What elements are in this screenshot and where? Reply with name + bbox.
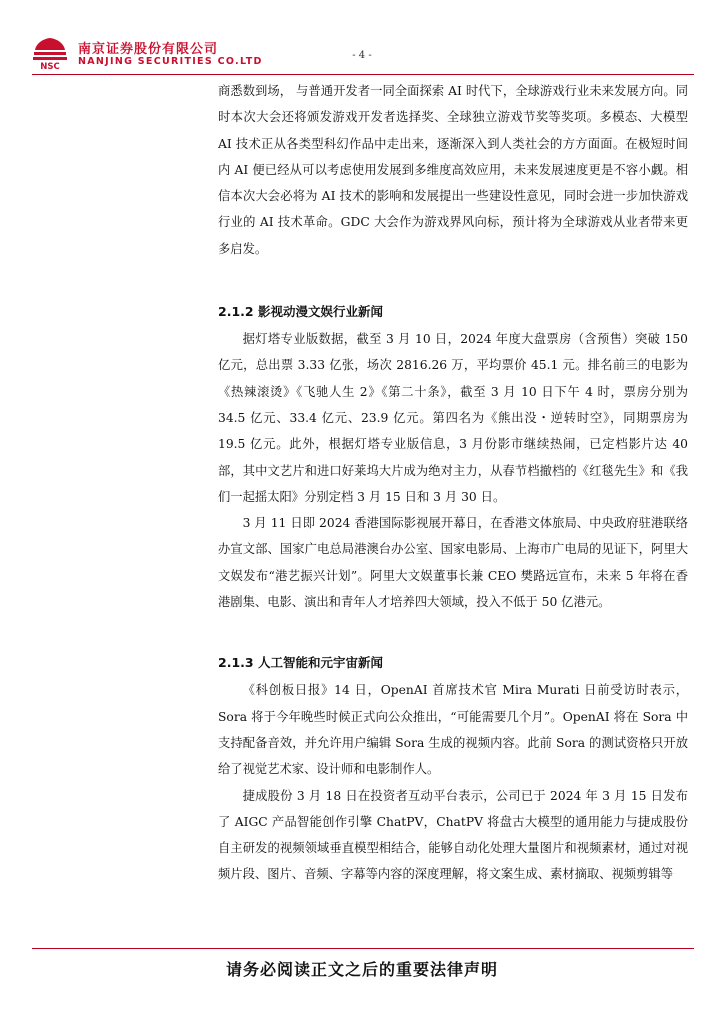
company-name-en: NANJING SECURITIES CO.LTD xyxy=(78,56,263,67)
paragraph-box-office: 据灯塔专业版数据，截至 3 月 10 日，2024 年度大盘票房（含预售）突破 150 亿元，总出票 3.33 亿张，场次 2816.26 万，平均票价 45.1 元。排名前三的电影为《热辣滚烫》《飞驰人生 2》《第二十条》，截至 3 月 10 日下午 4 时，票房分别为 34.5 亿元、33.4 亿元、23.9 亿元。第四名为《熊出没・逆转时空》，同期票房为 19.5 亿元。此外，根据灯塔专业版信息，3 月份影市继续热闹，已定档影片达 40 部，其中文艺片和进口好莱坞大片成为绝对主力，从春节档撤档的《红毯先生》和《我们一起摇太阳》分别定档 3 月 15 日和 3 月 30 日。 xyxy=(218,332,688,504)
paragraph-chatpv: 捷成股份 3 月 18 日在投资者互动平台表示，公司已于 2024 年 3 月 15 日发布了 AIGC 产品智能创作引擎 ChatPV，ChatPV 将盘古大模型的通用能力与捷成股份自主研发的视频领域垂直模型相结合，能够自动化处理大量图片和视频素材，通过对视频片段、图片、音频、字幕等内容的深度理解，将文案生成、素材摘取、视频剪辑等 xyxy=(218,788,688,882)
footer-divider xyxy=(32,948,694,949)
section-heading-2-1-2: 2.1.2 影视动漫文娱行业新闻 xyxy=(218,304,383,320)
section-heading-2-1-3: 2.1.3 人工智能和元宇宙新闻 xyxy=(218,655,383,671)
paragraph-hk-filmart: 3 月 11 日即 2024 香港国际影视展开幕日，在香港文体旅局、中央政府驻港联络办宣文部、国家广电总局港澳台办公室、国家电影局、上海市广电局的见证下，阿里大文娱发布“港艺振兴计划”。阿里大文娱董事长兼 CEO 樊路远宣布，未来 5 年将在香港剧集、电影、演出和青年人才培养四大领域，投入不低于 50 亿港元。 xyxy=(218,516,688,610)
svg-text:NSC: NSC xyxy=(40,62,60,72)
company-name-cn: 南京证券股份有限公司 xyxy=(78,42,219,57)
legal-disclaimer: 请务必阅读正文之后的重要法律声明 xyxy=(225,960,498,979)
header-divider xyxy=(32,74,694,75)
paragraph-sora: 《科创板日报》14 日，OpenAI 首席技术官 Mira Murati 日前受访时表示，Sora 将于今年晚些时候正式向公众推出，“可能需要几个月”。OpenAI 将在 Sora 中支持配备音效，并允许用户编辑 Sora 生成的视频内容。此前 Sora 的测试资格只开放给了视觉艺术家、设计师和电影制作人。 xyxy=(218,683,688,777)
report-body xyxy=(218,78,688,888)
page-number: - 4 - xyxy=(352,50,372,61)
paragraph-intro: 商悉数到场， 与普通开发者一同全面探索 AI 时代下，全球游戏行业未来发展方向。同时本次大会还将颁发游戏开发者选择奖、全球独立游戏节奖等奖项。多模态、大模型 AI 技术正从各类型科幻作品中走出来，逐渐深入到人类社会的方方面面。在极短时间内 AI 便已经从可以考虑使用发展到多维度高效应用，未来发展速度更是不容小觑。相信本次大会必将为 AI 技术的影响和发展提出一些建设性意见，同时会进一步加快游戏行业的 AI 技术革命。GDC 大会作为游戏界风向标，预计将为全球游戏从业者带来更多启发。 xyxy=(218,84,688,256)
